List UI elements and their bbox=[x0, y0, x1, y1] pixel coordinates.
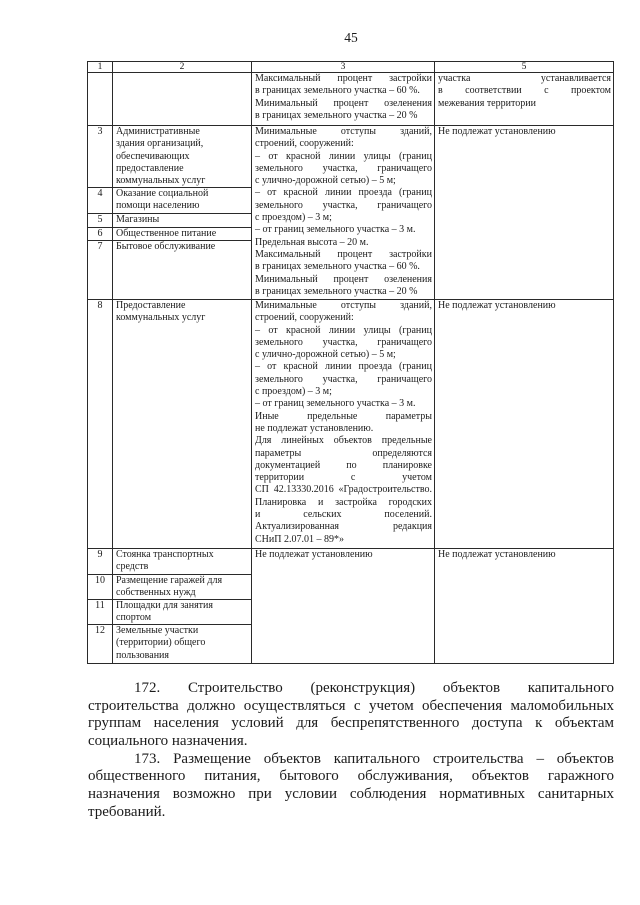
word: городских bbox=[388, 496, 432, 508]
word: 172. bbox=[134, 680, 161, 696]
word: Для bbox=[255, 435, 272, 447]
word: Минимальный bbox=[255, 97, 318, 109]
word: улицы bbox=[363, 150, 391, 162]
row-number-cell: 12 bbox=[88, 625, 113, 664]
parameter-line bbox=[255, 337, 432, 349]
paragraph-line bbox=[88, 698, 614, 716]
word: 173. bbox=[134, 750, 161, 767]
land-use-parameters-table bbox=[87, 61, 614, 664]
parameter-line: строений, сооружений: bbox=[255, 138, 354, 150]
word: процент bbox=[337, 248, 373, 260]
word: условии bbox=[284, 786, 337, 803]
row-number-cell: 11 bbox=[88, 600, 113, 625]
word: определяются bbox=[372, 447, 432, 459]
word: процент bbox=[333, 97, 369, 109]
word: предельные bbox=[381, 435, 432, 447]
use-name-cell bbox=[113, 188, 252, 214]
word: красной bbox=[286, 324, 321, 336]
word: доступа bbox=[471, 715, 523, 732]
parameter-line: с проездом) – 3 м; bbox=[255, 386, 332, 398]
note-line: Не подлежат установлению bbox=[438, 549, 556, 560]
use-name-line: Площадки для занятия bbox=[116, 600, 213, 611]
word: улицы bbox=[363, 324, 391, 336]
parameter-line bbox=[255, 497, 432, 509]
parameter-line: СНиП 2.07.01 – 89*» bbox=[255, 533, 344, 545]
word: возможно bbox=[172, 786, 236, 803]
use-name-cell bbox=[113, 575, 252, 600]
word: общественного bbox=[88, 768, 186, 785]
word: группам bbox=[88, 715, 142, 732]
word: (реконструкция) bbox=[310, 680, 416, 696]
row-number-cell: 7 bbox=[88, 241, 113, 300]
paragraph-line bbox=[88, 751, 614, 769]
word: Планировка bbox=[255, 496, 307, 508]
word: участка, bbox=[322, 162, 358, 174]
word: красной bbox=[283, 187, 318, 199]
word: условий bbox=[231, 715, 284, 732]
word: от bbox=[267, 187, 277, 199]
parameter-line bbox=[255, 98, 432, 110]
parameter-line: с улично-дорожной сетью) – 5 м; bbox=[255, 175, 396, 187]
parameter-line bbox=[255, 325, 432, 337]
word: питания, bbox=[204, 768, 261, 785]
word: красной bbox=[286, 150, 321, 162]
word: – bbox=[536, 750, 544, 767]
word: планировке bbox=[382, 459, 432, 471]
parameter-line bbox=[255, 274, 432, 286]
word: от bbox=[268, 324, 278, 336]
paragraph-line bbox=[88, 680, 614, 698]
word: Строительство bbox=[187, 680, 283, 696]
word: соответствии bbox=[465, 85, 522, 97]
use-name-line: Оказание социальной bbox=[116, 188, 209, 199]
parameter-line: Предельная высота – 20 м. bbox=[255, 236, 369, 248]
use-name-cell bbox=[113, 549, 252, 575]
use-name-cell bbox=[113, 241, 252, 300]
word: параметры bbox=[385, 410, 432, 422]
parameter-line: не подлежат установлению. bbox=[255, 422, 374, 434]
parameter-line: с улично-дорожной сетью) – 5 м; bbox=[255, 349, 396, 361]
word: земельного bbox=[255, 336, 303, 348]
word: Иные bbox=[255, 410, 279, 422]
word: Минимальный bbox=[255, 273, 318, 285]
word: (границ bbox=[399, 150, 432, 162]
word: от bbox=[267, 361, 277, 373]
use-name-line: помощи населению bbox=[116, 200, 200, 212]
word: земельного bbox=[255, 162, 303, 174]
use-name-line: коммунальных услуг bbox=[116, 312, 206, 324]
word: (границ bbox=[399, 361, 432, 373]
note-line bbox=[438, 73, 611, 85]
use-name-line: Бытовое обслуживание bbox=[116, 241, 216, 252]
word: граничащего bbox=[377, 162, 432, 174]
word: 42.13330.2016 bbox=[273, 484, 334, 496]
parameter-line: в границах земельного участка – 60 %. bbox=[255, 261, 420, 273]
word: участка, bbox=[322, 336, 358, 348]
word: предельные bbox=[307, 410, 358, 422]
word: и bbox=[317, 496, 324, 508]
word: учетом bbox=[368, 697, 414, 714]
paragraph-line bbox=[88, 768, 614, 786]
word: Максимальный bbox=[255, 248, 321, 260]
word: от bbox=[268, 150, 278, 162]
use-name-line: Предоставление bbox=[116, 300, 186, 311]
note-line: межевания территории bbox=[438, 97, 536, 109]
row-number-cell: 4 bbox=[88, 188, 113, 214]
word: застройка bbox=[335, 496, 377, 508]
parameter-line: Не подлежат установлению bbox=[255, 549, 373, 560]
parameter-line bbox=[255, 484, 432, 496]
parameter-line: в границах земельного участка – 20 % bbox=[255, 285, 418, 297]
word: – bbox=[255, 187, 260, 199]
row-number-cell bbox=[88, 73, 113, 126]
paragraph-172 bbox=[88, 680, 614, 751]
word: Размещение bbox=[173, 750, 251, 767]
note-cell bbox=[435, 126, 614, 300]
word: с bbox=[353, 697, 361, 714]
parameter-line bbox=[255, 163, 432, 175]
word: санитарных bbox=[537, 786, 614, 803]
paragraph-173 bbox=[88, 751, 614, 822]
word: Максимальный bbox=[255, 73, 321, 84]
parameter-line: в границах земельного участка – 60 %. bbox=[255, 85, 420, 97]
word: к bbox=[535, 715, 543, 732]
parameter-line bbox=[255, 361, 432, 373]
word: населения bbox=[153, 715, 219, 732]
word: линейных bbox=[281, 435, 324, 447]
note-cell bbox=[435, 300, 614, 549]
word: бытового bbox=[279, 768, 339, 785]
word: зданий, bbox=[400, 126, 432, 137]
table-header-cell: 1 bbox=[88, 62, 113, 73]
word: гаражного bbox=[547, 768, 614, 785]
parameter-line bbox=[255, 73, 432, 85]
word: проезда bbox=[358, 361, 392, 373]
word: строительства bbox=[432, 750, 524, 767]
word: проектом bbox=[570, 85, 611, 97]
word: объектов bbox=[556, 750, 614, 767]
word: «Градостроительство. bbox=[338, 484, 432, 496]
use-name-line: (территории) общего bbox=[116, 637, 206, 649]
note-line: Не подлежат установлению bbox=[438, 126, 556, 137]
paragraph-line: социального назначения. bbox=[88, 733, 248, 750]
use-name-line: предоставление bbox=[116, 162, 184, 174]
word: капитального bbox=[527, 680, 614, 696]
word: граничащего bbox=[377, 199, 432, 211]
word: в bbox=[438, 85, 443, 97]
use-name-line: Общественное питание bbox=[116, 228, 217, 239]
word: участка, bbox=[322, 199, 358, 211]
row-number-cell: 10 bbox=[88, 575, 113, 600]
word: процент bbox=[337, 73, 373, 84]
word: поселений. bbox=[384, 509, 432, 521]
row-number-cell: 8 bbox=[88, 300, 113, 549]
word: земельного bbox=[255, 373, 303, 385]
word: застройки bbox=[389, 248, 432, 260]
word: (границ bbox=[399, 187, 432, 199]
word: беспрепятственного bbox=[330, 715, 460, 732]
word: – bbox=[255, 324, 260, 336]
word: Актуализированная bbox=[255, 521, 339, 533]
word: граничащего bbox=[377, 336, 432, 348]
parameter-line bbox=[255, 435, 432, 447]
row-number-cell: 6 bbox=[88, 228, 113, 241]
use-name-line: средств bbox=[116, 561, 149, 573]
page-number: 45 bbox=[344, 30, 358, 45]
use-name-line: Административные bbox=[116, 126, 200, 137]
word: земельного bbox=[255, 199, 303, 211]
word: территории bbox=[255, 472, 305, 484]
word: участка bbox=[438, 73, 471, 84]
word: для bbox=[296, 715, 319, 732]
word: осуществляться bbox=[243, 697, 346, 714]
parameter-line bbox=[255, 249, 432, 261]
paragraph-line bbox=[88, 715, 614, 733]
word: нормативных bbox=[439, 786, 526, 803]
word: зданий, bbox=[400, 300, 432, 311]
word: устанавливается bbox=[540, 73, 611, 84]
paragraph-line bbox=[88, 786, 614, 804]
parameter-line bbox=[255, 187, 432, 199]
word: – bbox=[255, 150, 260, 162]
use-name-cell bbox=[113, 300, 252, 549]
word: учетом bbox=[402, 472, 432, 484]
word: участка, bbox=[322, 373, 358, 385]
word: объектов bbox=[333, 435, 372, 447]
use-name-line: собственных нужд bbox=[116, 587, 196, 599]
parameter-line bbox=[255, 200, 432, 212]
word: с bbox=[544, 85, 549, 97]
word: линии bbox=[325, 361, 352, 373]
parameter-line bbox=[255, 374, 432, 386]
word: при bbox=[248, 786, 272, 803]
word: озеленения bbox=[384, 273, 432, 285]
parameter-line bbox=[255, 300, 432, 312]
use-name-line: здания организаций, bbox=[116, 138, 204, 150]
word: соблюдения bbox=[349, 786, 427, 803]
row-number-cell: 9 bbox=[88, 549, 113, 575]
parameter-line: – от границ земельного участка – 3 м. bbox=[255, 398, 416, 410]
note-cell bbox=[435, 549, 614, 664]
word: СП bbox=[255, 484, 269, 496]
word: красной bbox=[283, 361, 318, 373]
word: застройки bbox=[389, 73, 432, 84]
use-name-line: Размещение гаражей для bbox=[116, 575, 223, 586]
table-header-cell: 5 bbox=[435, 62, 614, 73]
word: объектов bbox=[263, 750, 321, 767]
word: отступы bbox=[340, 126, 377, 137]
word: Минимальные bbox=[255, 126, 317, 137]
word: обеспечения bbox=[422, 697, 503, 714]
parameter-line: с проездом) – 3 м; bbox=[255, 212, 332, 224]
use-name-line: Стоянка транспортных bbox=[116, 549, 214, 560]
word: озеленения bbox=[384, 97, 432, 109]
use-name-cell bbox=[113, 625, 252, 664]
parameters-cell bbox=[252, 73, 435, 126]
parameter-line bbox=[255, 151, 432, 163]
parameter-line bbox=[255, 448, 432, 460]
use-name-line: обеспечивающих bbox=[116, 150, 190, 162]
use-name-line: коммунальных услуг bbox=[116, 175, 206, 187]
word: редакция bbox=[393, 521, 432, 533]
word: проезда bbox=[358, 187, 392, 199]
note-cell bbox=[435, 73, 614, 126]
word: и bbox=[255, 509, 261, 521]
parameter-line bbox=[255, 411, 432, 423]
word: обслуживания, bbox=[357, 768, 453, 785]
word: линии bbox=[328, 324, 356, 336]
row-number-cell: 3 bbox=[88, 126, 113, 188]
word: параметры bbox=[255, 447, 302, 459]
parameter-line: в границах земельного участка – 20 % bbox=[255, 109, 418, 121]
word: документацией bbox=[255, 459, 321, 471]
parameter-line: строений, сооружений: bbox=[255, 312, 354, 324]
use-name-cell bbox=[113, 126, 252, 188]
note-line: Не подлежат установлению bbox=[438, 300, 556, 311]
word: – bbox=[255, 361, 260, 373]
use-name-cell bbox=[113, 214, 252, 228]
parameters-cell bbox=[252, 126, 435, 300]
parameter-line: – от границ земельного участка – 3 м. bbox=[255, 224, 416, 236]
parameter-line bbox=[255, 509, 432, 521]
table-header-cell: 2 bbox=[113, 62, 252, 73]
word: (границ bbox=[399, 324, 432, 336]
parameter-line bbox=[255, 521, 432, 533]
row-number-cell: 5 bbox=[88, 214, 113, 228]
use-name-cell bbox=[113, 600, 252, 625]
word: сельских bbox=[303, 509, 342, 521]
use-name-line: Земельные участки bbox=[116, 625, 199, 636]
word: граничащего bbox=[377, 373, 432, 385]
word: должно bbox=[187, 697, 236, 714]
table-header-cell: 3 bbox=[252, 62, 435, 73]
word: объектам bbox=[554, 715, 614, 732]
word: по bbox=[346, 459, 357, 471]
use-name-cell bbox=[113, 73, 252, 126]
parameters-cell bbox=[252, 549, 435, 664]
use-name-line: пользования bbox=[116, 649, 169, 661]
word: маломобильных bbox=[510, 697, 614, 714]
use-name-line: Магазины bbox=[116, 214, 160, 225]
paragraph-line: требований. bbox=[88, 803, 166, 820]
word: с bbox=[350, 472, 356, 484]
word: процент bbox=[333, 273, 369, 285]
word: линии bbox=[328, 150, 356, 162]
use-name-line: спортом bbox=[116, 612, 152, 624]
use-name-cell bbox=[113, 228, 252, 241]
word: назначения bbox=[88, 786, 160, 803]
word: линии bbox=[325, 187, 352, 199]
word: Минимальные bbox=[255, 300, 317, 311]
note-line bbox=[438, 85, 611, 97]
word: объектов bbox=[471, 768, 529, 785]
word: объектов bbox=[442, 680, 501, 696]
parameters-cell bbox=[252, 300, 435, 549]
word: отступы bbox=[340, 300, 377, 311]
parameter-line bbox=[255, 126, 432, 138]
word: строительства bbox=[88, 697, 179, 714]
parameter-line bbox=[255, 472, 432, 484]
parameter-line bbox=[255, 460, 432, 472]
word: капитального bbox=[333, 750, 421, 767]
